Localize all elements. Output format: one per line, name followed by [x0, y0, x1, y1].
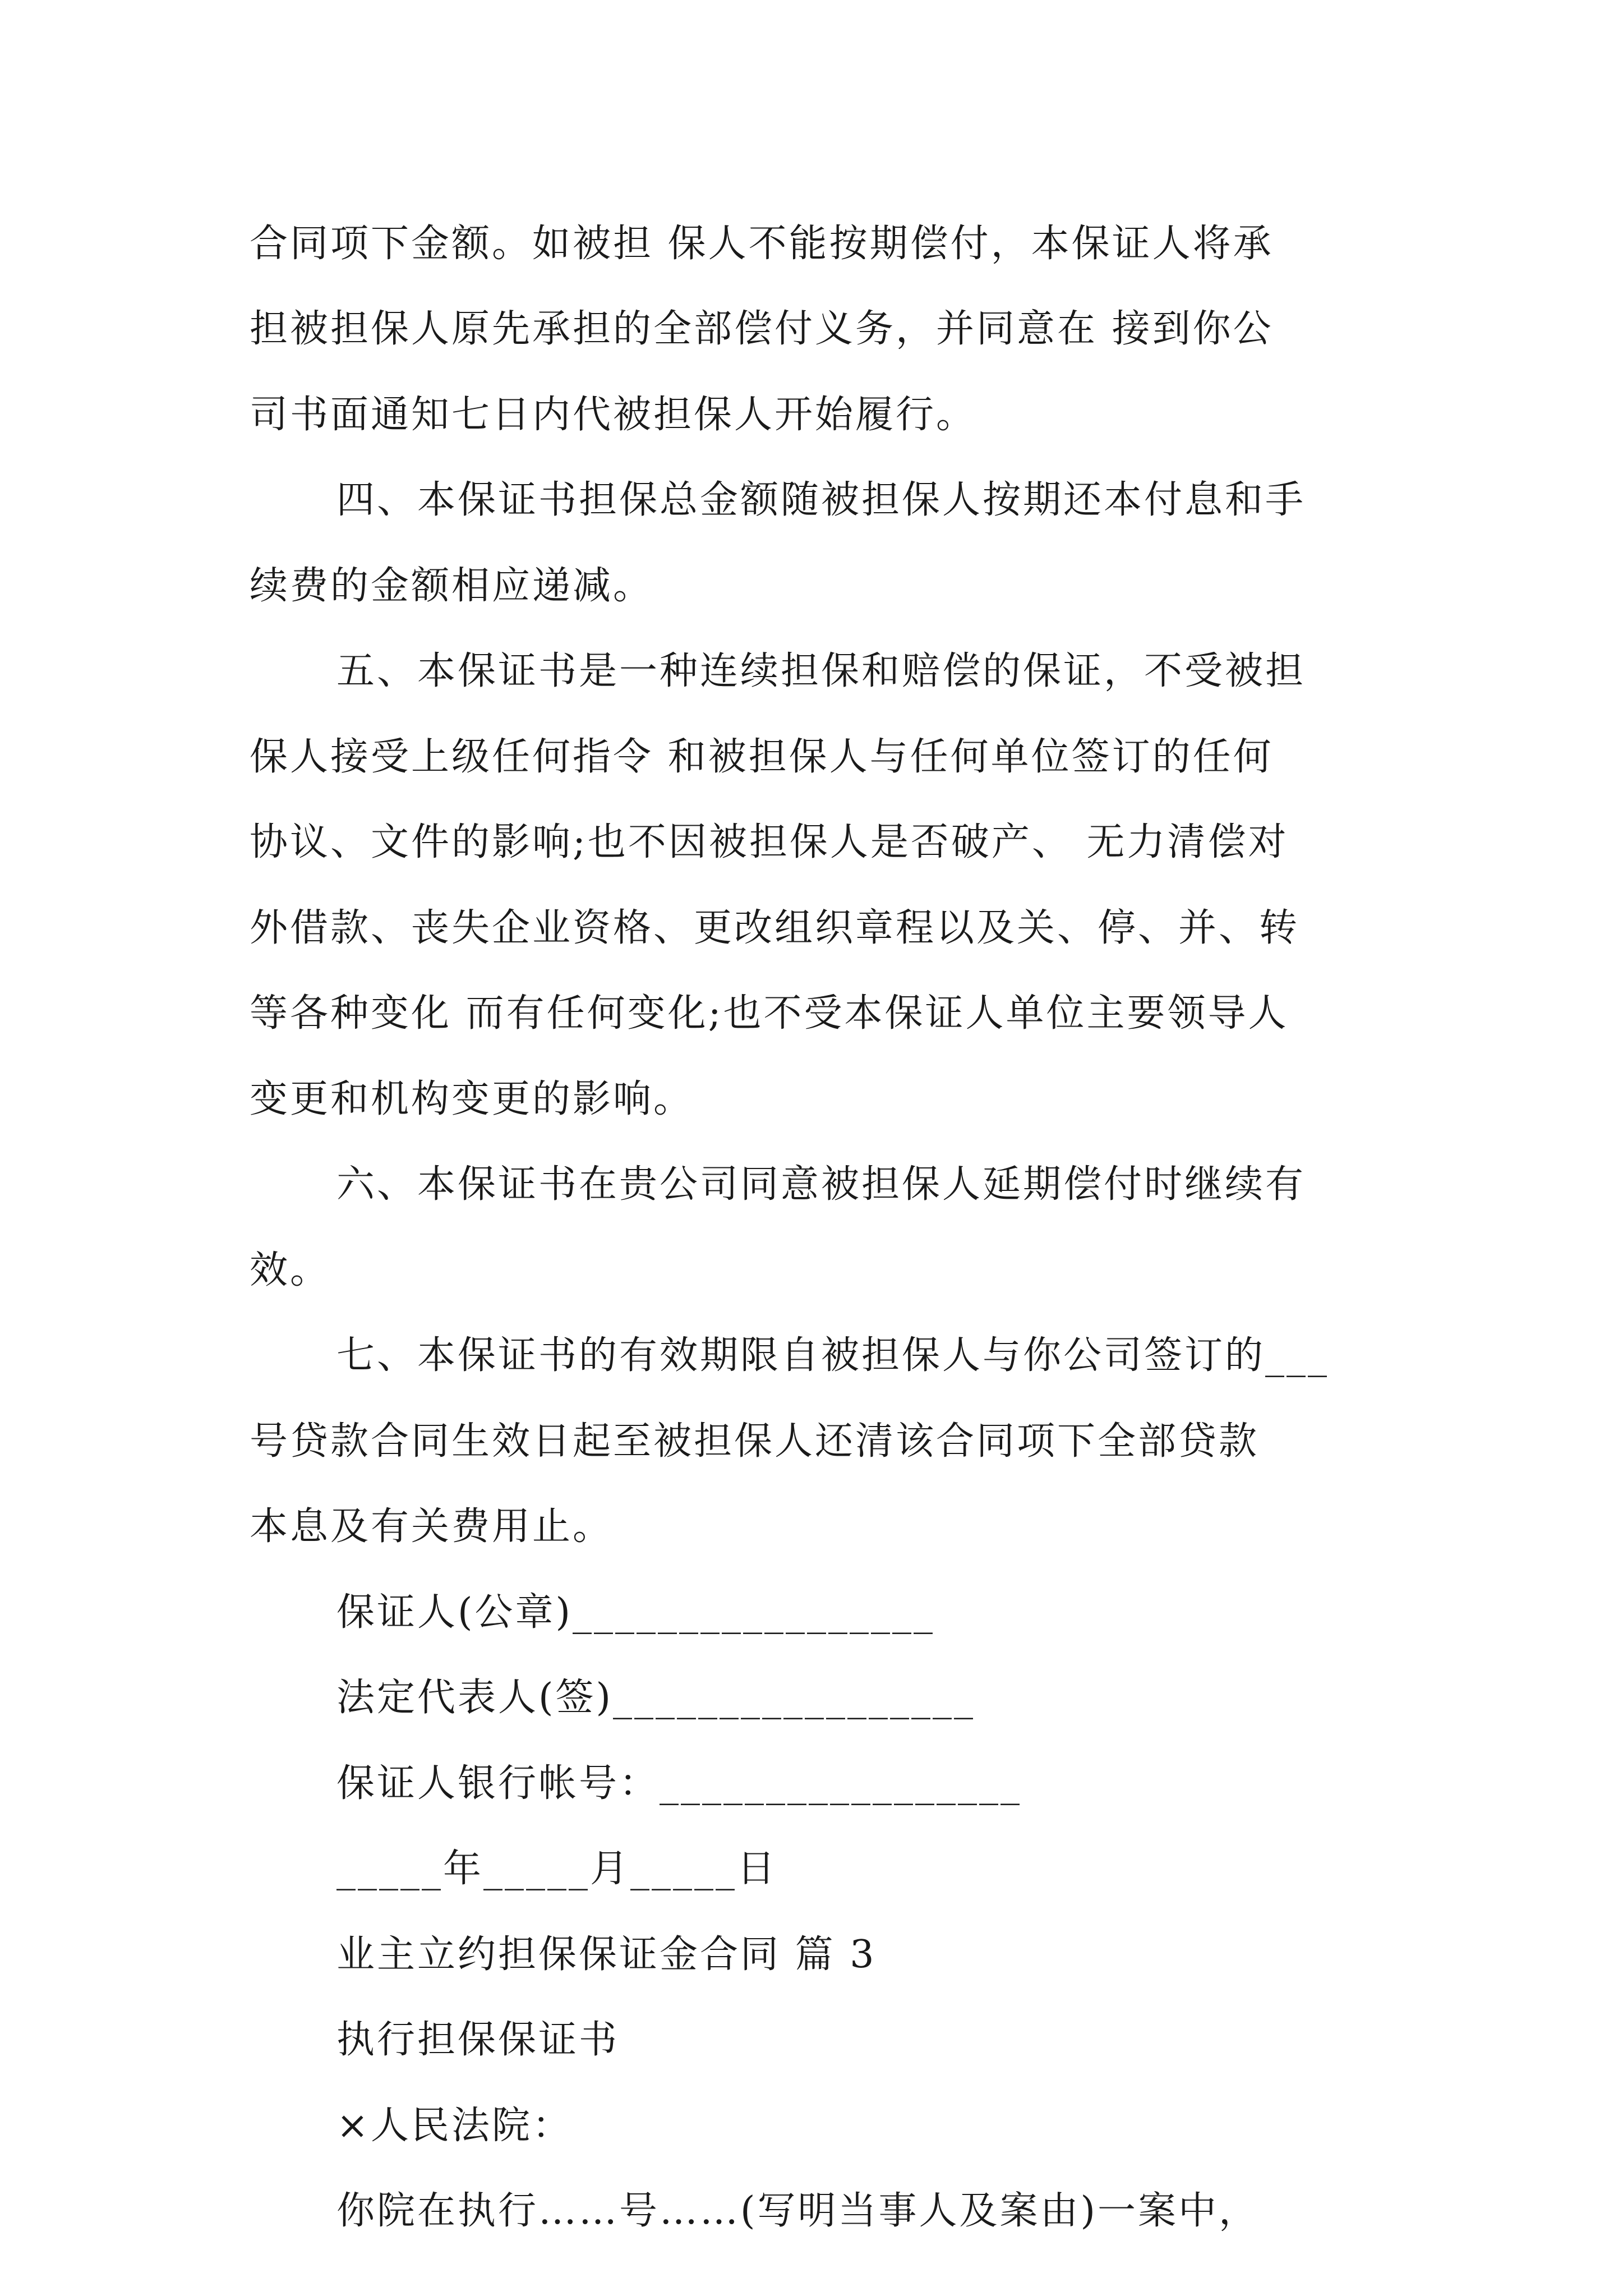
text-line: 本息及有关费用止。 — [250, 1504, 614, 1549]
text-line: 保人接受上级任何指令 和被担保人与任何单位签订的任何 — [250, 735, 1274, 779]
signature-field-guarantor: 保证人(公章)_________________ — [336, 1590, 935, 1635]
section-title: 业主立约担保保证金合同 篇 3 — [336, 1932, 877, 1977]
text-line: 司书面通知七日内代被担保人开始履行。 — [250, 393, 977, 437]
text-line: 七、本保证书的有效期限自被担保人与你公司签订的___ — [336, 1333, 1330, 1378]
text-line: 你院在执行……号……(写明当事人及案由)一案中， — [336, 2189, 1260, 2233]
text-line: 合同项下金额。如被担 保人不能按期偿付，本保证人将承 — [250, 222, 1274, 266]
text-line: 担被担保人原先承担的全部偿付义务，并同意在 接到你公 — [250, 307, 1274, 351]
bank-account-field: 保证人银行帐号：_________________ — [336, 1761, 1022, 1806]
text-line: 六、本保证书在贵公司同意被担保人延期偿付时继续有 — [336, 1162, 1306, 1207]
text-line: 外借款、丧失企业资格、更改组织章程以及关、停、并、转 — [250, 906, 1300, 950]
date-field: _____年_____月_____日 — [336, 1847, 778, 1891]
text-line: 变更和机构变更的影响。 — [250, 1077, 694, 1121]
text-line: 号贷款合同生效日起至被担保人还清该合同项下全部贷款 — [250, 1419, 1260, 1464]
text-line: 协议、文件的影响;也不因被担保人是否破产、 无力清偿对 — [250, 820, 1289, 864]
addressee: ×人民法院： — [336, 2104, 573, 2148]
document-title: 执行担保保证书 — [336, 2018, 620, 2062]
signature-field-legal-rep: 法定代表人(签)_________________ — [336, 1676, 976, 1720]
text-line: 五、本保证书是一种连续担保和赔偿的保证，不受被担 — [336, 649, 1306, 693]
text-line: 效。 — [250, 1248, 331, 1292]
text-line: 续费的金额相应递减。 — [250, 564, 654, 608]
text-line: 等各种变化 而有任何变化;也不受本保证人单位主要领导人 — [250, 991, 1289, 1036]
text-line: 四、本保证书担保总金额随被担保人按期还本付息和手 — [336, 478, 1306, 522]
